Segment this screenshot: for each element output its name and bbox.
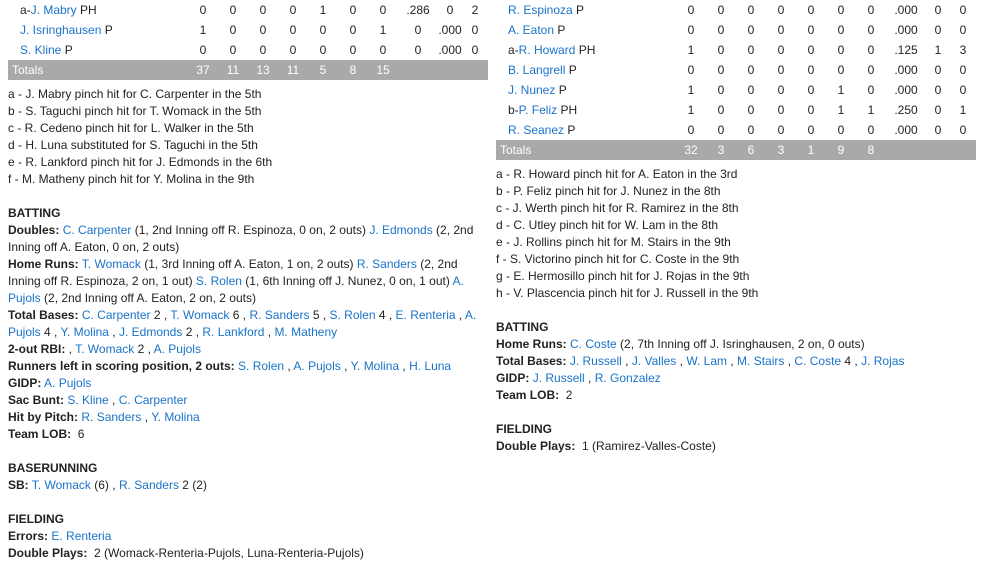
player-link[interactable]: C. Coste [570, 337, 617, 351]
player-link[interactable]: M. Stairs [737, 354, 785, 368]
player-link[interactable]: E. Renteria [395, 308, 456, 322]
player-link[interactable]: J. Mabry [30, 3, 77, 17]
gidp-line: GIDP: A. Pujols [8, 376, 92, 390]
table-row: A. Eaton P 0 0 0 0 0 0 0 .000 0 0 [508, 23, 967, 37]
player-link[interactable]: R. Espinoza [508, 3, 573, 17]
player-link[interactable]: J. Rojas [861, 354, 905, 368]
note-line: c - R. Cedeno pinch hit for L. Walker in the 5th [8, 121, 254, 135]
player-link[interactable]: A. Pujols [153, 342, 201, 356]
player-link[interactable]: E. Renteria [51, 529, 112, 543]
risp-line: Runners left in scoring position, 2 outs: S. Rolen , A. Pujols , Y. Molina , H. Luna [8, 359, 452, 373]
section-title: BASERUNNING [8, 461, 98, 475]
player-link[interactable]: T. Womack [31, 478, 91, 492]
note-line: b - S. Taguchi pinch hit for T. Womack in the 5th [8, 104, 262, 118]
note-line: e - R. Lankford pinch hit for J. Edmonds in the 6th [8, 155, 273, 169]
player-link[interactable]: H. Luna [409, 359, 452, 373]
table-row: R. Espinoza P 0 0 0 0 0 0 0 .000 0 0 [508, 3, 967, 17]
section-title: BATTING [496, 320, 549, 334]
table-row: J. Nunez P 1 0 0 0 0 1 0 .000 0 0 [508, 83, 967, 97]
player-link[interactable]: W. Lam [686, 354, 728, 368]
player-link[interactable]: A. Pujols [44, 376, 92, 390]
substitution-notes [8, 86, 488, 188]
substitution-notes [496, 166, 976, 302]
doubles-line: Doubles: C. Carpenter (1, 2nd Inning off R. Espinoza, 0 on, 2 outs) J. Edmonds (2, 2nd Inning off A. Eaton, 0 on, 2 outs) [8, 223, 474, 254]
note-line: c - J. Werth pinch hit for R. Ramirez in the 8th [496, 201, 739, 215]
player-link[interactable]: R. Howard [518, 43, 576, 57]
gidp-line: GIDP: J. Russell , R. Gonzalez [496, 371, 661, 385]
fielding-section [8, 511, 488, 562]
player-link[interactable]: T. Womack [170, 308, 230, 322]
table-row: a-R. Howard PH 1 0 0 0 0 0 0 .125 1 3 [508, 43, 967, 57]
double-plays-line: Double Plays: 2 (Womack-Renteria-Pujols, Luna-Renteria-Pujols) [8, 546, 364, 560]
totals-row: Totals 32 3 6 3 1 9 8 [496, 140, 976, 160]
player-link[interactable]: S. Rolen [238, 359, 285, 373]
note-line: g - E. Hermosillo pinch hit for J. Rojas in the 9th [496, 269, 750, 283]
player-link[interactable]: Y. Molina [60, 325, 109, 339]
player-link[interactable]: R. Lankford [202, 325, 265, 339]
note-line: h - V. Plascencia pinch hit for J. Russell in the 9th [496, 286, 759, 300]
player-link[interactable]: J. Edmonds [369, 223, 433, 237]
baserunning-section [8, 460, 488, 494]
player-link[interactable]: C. Carpenter [81, 308, 151, 322]
player-link[interactable]: C. Coste [794, 354, 842, 368]
player-link[interactable]: A. Pujols [293, 359, 341, 373]
home-runs-line: Home Runs: C. Coste (2, 7th Inning off J. Isringhausen, 2 on, 0 outs) [496, 337, 865, 351]
player-link[interactable]: Y. Molina [151, 410, 200, 424]
player-link[interactable]: R. Seanez [508, 123, 565, 137]
player-link[interactable]: P. Feliz [518, 103, 558, 117]
player-link[interactable]: M. Matheny [274, 325, 338, 339]
player-link[interactable]: T. Womack [81, 257, 141, 271]
player-link[interactable]: S. Rolen [329, 308, 376, 322]
sac-bunt-line: Sac Bunt: S. Kline , C. Carpenter [8, 393, 188, 407]
fielding-section [496, 421, 976, 455]
player-link[interactable]: J. Russell [532, 371, 585, 385]
note-line: f - S. Victorino pinch hit for C. Coste in the 9th [496, 252, 740, 266]
player-link[interactable]: A. Pujols [8, 308, 477, 339]
note-line: a - R. Howard pinch hit for A. Eaton in the 3rd [496, 167, 738, 181]
player-link[interactable]: J. Nunez [508, 83, 556, 97]
total-bases-line: Total Bases: J. Russell , J. Valles , W. Lam , M. Stairs , C. Coste 4 , J. Rojas [496, 354, 905, 368]
player-link[interactable]: R. Sanders [249, 308, 310, 322]
section-title: BATTING [8, 206, 61, 220]
player-link[interactable]: J. Russell [569, 354, 622, 368]
batting-section [496, 319, 976, 404]
sb-line: SB: T. Womack (6) , R. Sanders 2 (2) [8, 478, 207, 492]
batting-box-table [496, 0, 976, 160]
player-link[interactable]: C. Carpenter [62, 223, 132, 237]
note-line: e - J. Rollins pinch hit for M. Stairs in the 9th [496, 235, 731, 249]
team-lob-line: Team LOB: 2 [496, 388, 573, 402]
player-link[interactable]: T. Womack [75, 342, 135, 356]
note-line: a - J. Mabry pinch hit for C. Carpenter in the 5th [8, 87, 262, 101]
table-row: B. Langrell P 0 0 0 0 0 0 0 .000 0 0 [508, 63, 967, 77]
home-runs-line: Home Runs: T. Womack (1, 3rd Inning off A. Eaton, 1 on, 2 outs) R. Sanders (2, 2nd Inning off R. Espinoza, 2 on, 1 out) S. Rolen (1, 6th Inning off J. Nunez, 0 on, 1 out) A. Pujols (2, 2nd Inning off A. Eaton, 2 on, 2 outs) [8, 257, 464, 305]
player-link[interactable]: R. Sanders [118, 478, 179, 492]
player-link[interactable]: A. Pujols [8, 274, 464, 305]
table-row: J. Isringhausen P 1 0 0 0 0 0 1 0 .000 0 [20, 23, 479, 37]
player-link[interactable]: S. Kline [67, 393, 109, 407]
player-link[interactable]: B. Langrell [508, 63, 566, 77]
two-out-rbi-line: 2-out RBI: , T. Womack 2 , A. Pujols [8, 342, 201, 356]
note-line: d - C. Utley pinch hit for W. Lam in the 8th [496, 218, 719, 232]
note-line: d - H. Luna substituted for S. Taguchi in the 5th [8, 138, 258, 152]
hbp-line: Hit by Pitch: R. Sanders , Y. Molina [8, 410, 200, 424]
player-link[interactable]: Y. Molina [350, 359, 400, 373]
table-row: b-P. Feliz PH 1 0 0 0 0 1 1 .250 0 1 [508, 103, 967, 117]
player-link[interactable]: C. Carpenter [118, 393, 188, 407]
away-team-panel [496, 0, 976, 455]
player-link[interactable]: S. Kline [20, 43, 62, 57]
double-plays-line: Double Plays: 1 (Ramirez-Valles-Coste) [496, 439, 716, 453]
player-link[interactable]: R. Gonzalez [594, 371, 661, 385]
player-link[interactable]: R. Sanders [356, 257, 417, 271]
team-lob-line: Team LOB: 6 [8, 427, 85, 441]
errors-line: Errors: E. Renteria [8, 529, 112, 543]
table-row: S. Kline P 0 0 0 0 0 0 0 0 .000 0 [20, 43, 479, 57]
home-team-panel [8, 0, 488, 562]
section-title: FIELDING [8, 512, 64, 526]
totals-row: Totals 37 11 13 11 5 8 15 [8, 60, 488, 80]
player-link[interactable]: J. Isringhausen [20, 23, 102, 37]
player-link[interactable]: S. Rolen [195, 274, 242, 288]
batting-box-table [8, 0, 488, 80]
table-row: R. Seanez P 0 0 0 0 0 0 0 .000 0 0 [508, 123, 967, 137]
player-link[interactable]: J. Valles [631, 354, 677, 368]
player-link[interactable]: J. Edmonds [118, 325, 183, 339]
note-line: b - P. Feliz pinch hit for J. Nunez in the 8th [496, 184, 721, 198]
batting-section [8, 205, 488, 443]
note-line: f - M. Matheny pinch hit for Y. Molina in the 9th [8, 172, 255, 186]
table-row: a-J. Mabry PH 0 0 0 0 1 0 0 .286 0 2 [20, 3, 479, 17]
player-link[interactable]: A. Eaton [508, 23, 555, 37]
player-link[interactable]: R. Sanders [81, 410, 142, 424]
total-bases-line: Total Bases: C. Carpenter 2 , T. Womack 6 , R. Sanders 5 , S. Rolen 4 , E. Renteria , A. Pujols 4 , Y. Molina , J. Edmonds 2 , R. Lankford , M. Matheny [8, 308, 477, 339]
section-title: FIELDING [496, 422, 552, 436]
